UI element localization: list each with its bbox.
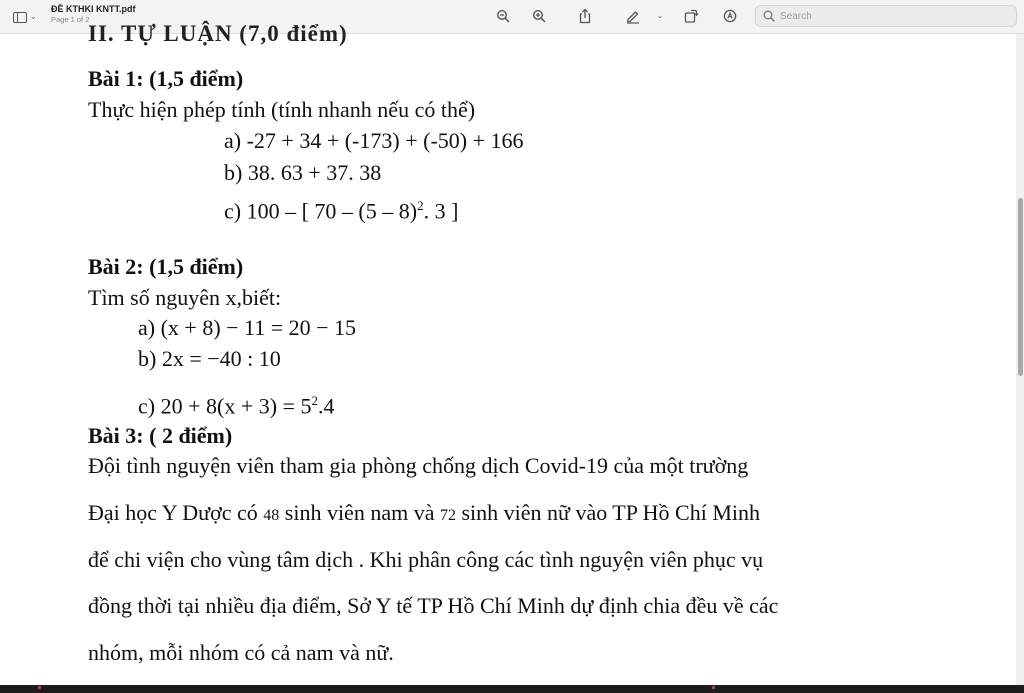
rotate-icon [683,8,699,24]
bai1-instruction: Thực hiện phép tính (tính nhanh nếu có thể) [88,97,476,122]
indicator-mark [712,686,715,689]
bai2-title: Bài 2: (1,5 điểm) [88,254,244,279]
bai1-c-after: . 3 ] [423,198,459,224]
section-heading-cut: II. TỰ LUẬN (7,0 điểm) [88,21,348,46]
document-title: ĐỀ KTHKI KNTT.pdf [51,4,136,14]
annotate-icon [723,9,737,23]
bai3-line2-part-a: Đại học Y Dược có [88,500,258,525]
rotate-button[interactable] [682,7,700,25]
bai2-b-label: b) [138,346,157,371]
indicator-mark [38,686,41,689]
zoom-in-icon [532,9,546,23]
zoom-in-button[interactable] [530,7,548,25]
chevron-down-icon: ⌄ [30,12,37,21]
markup-button[interactable] [624,7,642,25]
markup-options-button[interactable] [654,7,666,25]
markup-pen-icon [625,8,641,24]
bai2-item-a [138,315,356,341]
bai2-c-exponent: 2 [311,393,318,408]
bai2-a-label: a) [138,315,156,340]
bai3-line-4: đồng thời tại nhiều địa điểm, Sở Y tế TP Hồ Chí Minh dự định chia đều về các [88,593,779,618]
sidebar-toggle-button[interactable] [13,9,41,25]
pdf-page[interactable] [0,21,1016,685]
share-icon [578,8,592,24]
bai3-line2-part-c: sinh viên nữ vào TP Hồ Chí Minh [461,500,761,525]
bai2-c-after: .4 [317,393,335,419]
annotate-button[interactable] [721,7,739,25]
bai2-item-b [138,346,281,372]
bai2-item-c [138,388,334,419]
bai2-c-label: c) [138,393,156,419]
bai3-male-count: 48 [263,507,280,524]
zoom-out-icon [496,9,510,23]
sidebar-icon [13,12,27,23]
bottom-bar [0,685,1024,693]
bai3-title: Bài 3: ( 2 điểm) [88,423,233,448]
scrollbar-thumb[interactable] [1018,198,1023,376]
bai3-line-3: để chi viện cho vùng tâm dịch . Khi phân công các tình nguyện viên phục vụ [88,547,764,572]
bai1-item-c [224,193,458,224]
chevron-down-icon: ⌄ [656,11,664,20]
bai3-female-count: 72 [439,507,456,524]
search-icon [763,10,775,22]
bai2-c-before: 20 + 8(x + 3) = 5 [160,393,312,419]
bai1-item-a: a) -27 + 34 + (-173) + (-50) + 166 [224,128,524,153]
share-button[interactable] [576,7,594,25]
page-indicator: Page 1 of 2 [51,15,90,24]
bai2-b-expression: 2x = −40 : 10 [161,346,281,371]
bai2-instruction: Tìm số nguyên x,biết: [88,285,282,310]
bai3-line-5: nhóm, mỗi nhóm có cả nam và nữ. [88,640,394,665]
bai3-line-2 [88,500,760,529]
search-field[interactable] [755,5,1017,27]
bai1-item-b: b) 38. 63 + 37. 38 [224,160,382,185]
bai3-line-1: Đội tình nguyện viên tham gia phòng chống dịch Covid-19 của một trường [88,453,749,478]
zoom-out-button[interactable] [494,7,512,25]
search-input[interactable] [780,11,1000,22]
bai1-title: Bài 1: (1,5 điểm) [88,66,244,91]
bai2-a-expression: (x + 8) − 11 = 20 − 15 [160,315,357,340]
bai1-c-exponent: 2 [417,198,424,213]
bai3-line2-part-b: sinh viên nam và [284,500,435,525]
bai1-c-before: c) 100 – [ 70 – (5 – 8) [224,198,418,224]
